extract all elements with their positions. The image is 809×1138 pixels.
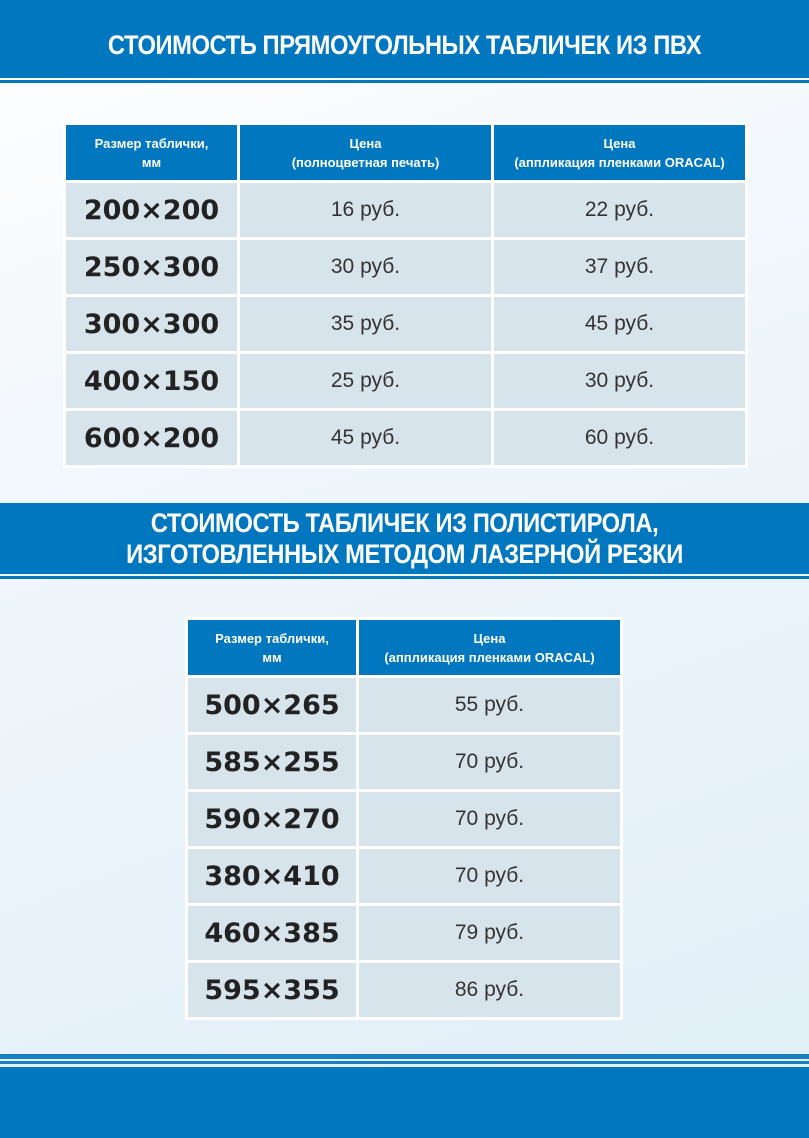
table-row [66, 297, 745, 351]
section2-title-line2: ИЗГОТОВЛЕННЫХ МЕТОДОМ ЛАЗЕРНОЙ РЕЗКИ [126, 538, 683, 569]
oracal-price-cell: 30 руб. [494, 354, 745, 408]
table-row [66, 411, 745, 465]
table-header-row [188, 620, 620, 675]
size-cell: 585×255 [188, 735, 356, 789]
footer-line [0, 1061, 809, 1064]
table-row [188, 792, 620, 846]
oracal-price-cell: 55 руб. [359, 678, 620, 732]
print-price-cell: 16 руб. [240, 183, 491, 237]
size-cell: 500×265 [188, 678, 356, 732]
section2-title-line1: СТОИМОСТЬ ТАБЛИЧЕК ИЗ ПОЛИСТИРОЛА, [150, 507, 659, 538]
section1-title: СТОИМОСТЬ ПРЯМОУГОЛЬНЫХ ТАБЛИЧЕК ИЗ ПВХ [107, 29, 702, 60]
size-cell: 300×300 [66, 297, 237, 351]
divider [0, 80, 809, 83]
oracal-price-cell: 70 руб. [359, 792, 620, 846]
divider [0, 576, 809, 579]
size-cell: 600×200 [66, 411, 237, 465]
header-size: Размер таблички, мм [66, 125, 237, 180]
oracal-price-cell: 79 руб. [359, 906, 620, 960]
footer-band [0, 1067, 809, 1138]
table-row [188, 963, 620, 1017]
size-cell: 590×270 [188, 792, 356, 846]
polystyrene-price-table [185, 617, 623, 1020]
oracal-price-cell: 70 руб. [359, 849, 620, 903]
oracal-price-cell: 22 руб. [494, 183, 745, 237]
oracal-price-cell: 70 руб. [359, 735, 620, 789]
size-cell: 595×355 [188, 963, 356, 1017]
size-cell: 460×385 [188, 906, 356, 960]
print-price-cell: 25 руб. [240, 354, 491, 408]
size-cell: 250×300 [66, 240, 237, 294]
table-header-row [66, 125, 745, 180]
oracal-price-cell: 86 руб. [359, 963, 620, 1017]
table-row [188, 735, 620, 789]
table-row [66, 240, 745, 294]
size-cell: 200×200 [66, 183, 237, 237]
header-band [0, 0, 809, 78]
table-row [188, 678, 620, 732]
header-size: Размер таблички, мм [188, 620, 356, 675]
header-print-price: Цена (полноцветная печать) [240, 125, 491, 180]
size-cell: 380×410 [188, 849, 356, 903]
table-row [188, 906, 620, 960]
print-price-cell: 45 руб. [240, 411, 491, 465]
size-cell: 400×150 [66, 354, 237, 408]
oracal-price-cell: 60 руб. [494, 411, 745, 465]
print-price-cell: 35 руб. [240, 297, 491, 351]
table-row [66, 183, 745, 237]
print-price-cell: 30 руб. [240, 240, 491, 294]
oracal-price-cell: 37 руб. [494, 240, 745, 294]
table-row [188, 849, 620, 903]
header-oracal-price: Цена (аппликация пленками ORACAL) [359, 620, 620, 675]
section2-band [0, 503, 809, 574]
footer-line [0, 1054, 809, 1059]
oracal-price-cell: 45 руб. [494, 297, 745, 351]
pvc-price-table [63, 122, 748, 468]
table-row [66, 354, 745, 408]
header-oracal-price: Цена (аппликация пленками ORACAL) [494, 125, 745, 180]
